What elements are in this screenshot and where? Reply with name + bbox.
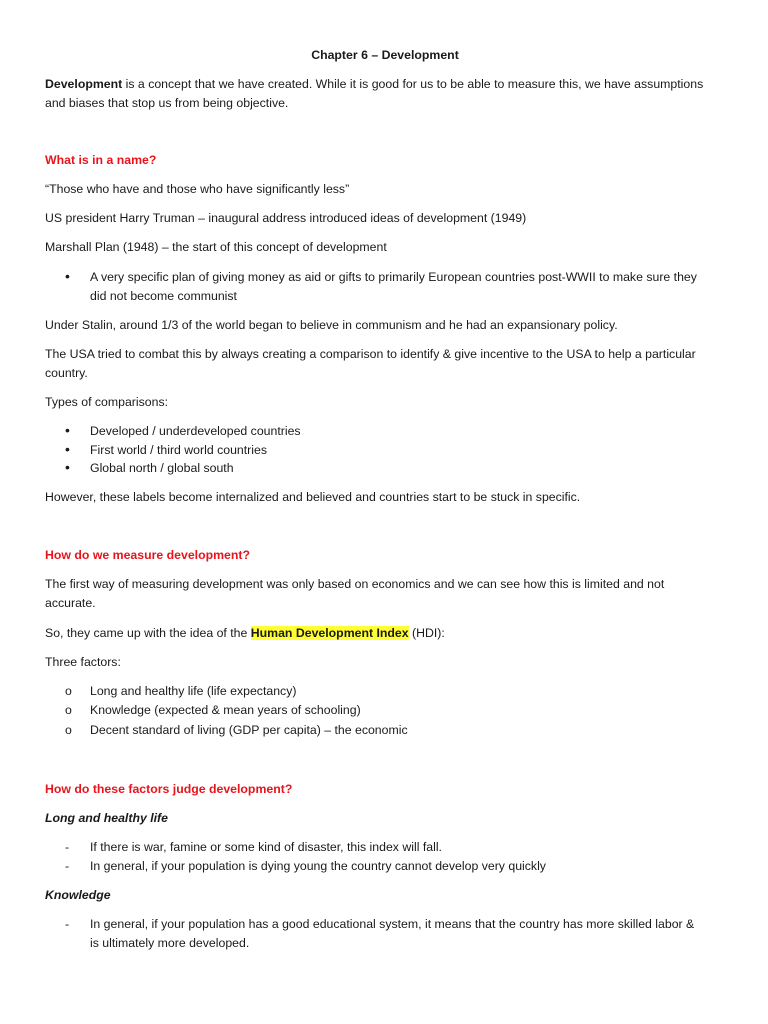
subheading-knowledge: Knowledge xyxy=(45,888,111,902)
paragraph-three-factors: Three factors: xyxy=(45,655,121,669)
paragraph-marshall: Marshall Plan (1948) – the start of this concept of development xyxy=(45,240,387,254)
intro-line-1 xyxy=(45,77,703,92)
hdi-post-text: (HDI): xyxy=(408,626,445,640)
bullet-marshall-line-1: A very specific plan of giving money as aid or gifts to primarily European countries post-WWII to make sure they xyxy=(90,270,697,284)
bullet-marker: • xyxy=(65,459,70,475)
hdi-highlight: Human Development Index xyxy=(250,626,409,640)
paragraph-comparisons: Types of comparisons: xyxy=(45,395,169,409)
paragraph-hdi xyxy=(45,626,445,641)
list-item-comparison: Developed / underdeveloped countries xyxy=(90,424,301,438)
paragraph-truman: US president Harry Truman – inaugural address introduced ideas of development (1949) xyxy=(45,211,527,225)
bullet-marker: • xyxy=(65,422,70,438)
bullet-marker: • xyxy=(65,268,70,284)
paragraph-usa-line-1: The USA tried to combat this by always creating a comparison to identify & give incentive to the USA to help a particular xyxy=(45,347,696,361)
dash-marker: - xyxy=(65,917,70,931)
circle-marker: o xyxy=(65,684,72,698)
list-item-life: In general, if your population is dying young the country cannot develop very quickly xyxy=(90,859,546,873)
paragraph-stalin: Under Stalin, around 1/3 of the world began to believe in communism and he had an expansionary policy. xyxy=(45,318,618,332)
dash-marker: - xyxy=(65,859,70,873)
intro-bold-term: Development xyxy=(45,77,123,91)
list-item-comparison: First world / third world countries xyxy=(90,443,267,457)
bullet-marker: • xyxy=(65,441,70,457)
section-heading-name: What is in a name? xyxy=(45,153,157,167)
page-title: Chapter 6 – Development xyxy=(311,48,459,62)
list-item-life: If there is war, famine or some kind of disaster, this index will fall. xyxy=(90,840,442,854)
section-heading-judge: How do these factors judge development? xyxy=(45,782,293,796)
circle-marker: o xyxy=(65,703,72,717)
list-item-factor: Long and healthy life (life expectancy) xyxy=(90,684,297,698)
paragraph-usa-line-2: country. xyxy=(45,366,88,380)
list-item-knowledge-line-2: is ultimately more developed. xyxy=(90,936,250,950)
dash-marker: - xyxy=(65,840,70,854)
intro-text: is a concept that we have created. While it is good for us to be able to measure this, we have assumptions xyxy=(122,77,704,91)
list-item-factor: Decent standard of living (GDP per capita) – the economic xyxy=(90,723,408,737)
subheading-long-healthy-life: Long and healthy life xyxy=(45,811,168,825)
circle-marker: o xyxy=(65,723,72,737)
paragraph-labels: However, these labels become internalized and believed and countries start to be stuck in specific. xyxy=(45,490,581,504)
paragraph-economics-line-1: The first way of measuring development was only based on economics and we can see how this is limited and not xyxy=(45,577,665,591)
list-item-factor: Knowledge (expected & mean years of schooling) xyxy=(90,703,361,717)
bullet-marshall-line-2: did not become communist xyxy=(90,289,237,303)
paragraph-quote: “Those who have and those who have significantly less” xyxy=(45,182,350,196)
list-item-knowledge-line-1: In general, if your population has a good educational system, it means that the country has more skilled labor & xyxy=(90,917,695,931)
intro-line-2: and biases that stop us from being objective. xyxy=(45,96,289,110)
hdi-pre-text: So, they came up with the idea of the xyxy=(45,626,251,640)
paragraph-economics-line-2: accurate. xyxy=(45,596,96,610)
section-heading-measure: How do we measure development? xyxy=(45,548,250,562)
list-item-comparison: Global north / global south xyxy=(90,461,234,475)
